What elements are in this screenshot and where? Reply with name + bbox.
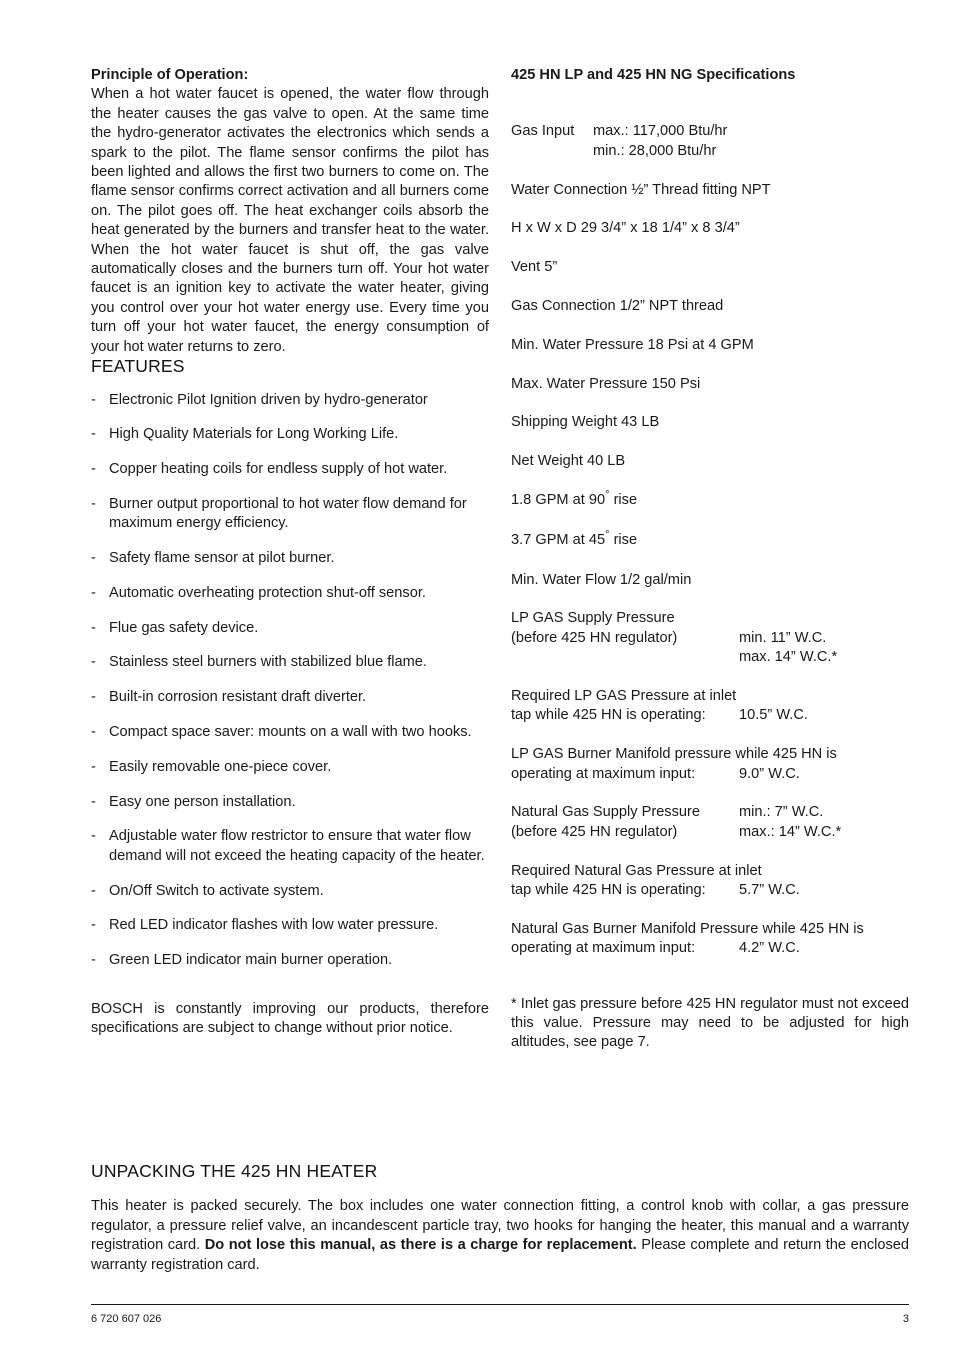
- bullet-dash: -: [91, 584, 96, 601]
- gas-input-max: max.: 117,000 Btu/hr: [593, 123, 728, 140]
- gas-input-label: Gas Input: [511, 123, 575, 140]
- specs-notice: BOSCH is constantly improving our products, therefore specifications are subject to change without prior notice.: [91, 1000, 489, 1037]
- spec-ng-supply-pressure: Natural Gas Supply Pressure min.: 7” W.C. (before 425 HN regulator) max.: 14” W.C.*: [511, 804, 842, 840]
- bullet-dash: -: [91, 654, 96, 671]
- unpacking-warning: Do not lose this manual, as there is a charge for replacement.: [204, 1237, 637, 1254]
- principle-body: When a hot water faucet is opened, the water flow through the heater causes the gas valve to open. At the same time the hydro-generator activates the electronics which sends a spark to the pilot. The flame sensor confirms the pilot has been lighted and allows the first two burners to come on. The flame sensor confirms correct activation and all burners come on. The pilot goes off. The heat exchanger coils absorb the heat generated by the burners and transfer heat to the water. When the hot water faucet is shut off, the gas valve automatically closes and the burners turn off. Your hot water faucet is an ignition key to activate the water heater, giving you control over your hot water energy use. Every time you turn off your hot water faucet, the energy consumption of your hot water returns to zero.: [91, 86, 489, 355]
- spec-shipping-weight: Shipping Weight 43 LB: [511, 414, 660, 431]
- principle-title: Principle of Operation:: [91, 67, 249, 83]
- spec-footnote: * Inlet gas pressure before 425 HN regulator must not exceed this value. Pressure may need to be adjusted for high altitudes, see page 7.: [511, 995, 909, 1051]
- bullet-dash: -: [91, 882, 96, 899]
- bullet-dash: -: [91, 461, 96, 478]
- spec-max-water-pressure: Max. Water Pressure 150 Psi: [511, 375, 701, 392]
- bullet-dash: -: [91, 724, 96, 741]
- spec-vent: Vent 5”: [511, 259, 558, 276]
- feature-item: - Flue gas safety device.: [91, 619, 489, 638]
- unpacking-section: [91, 1162, 909, 1275]
- spec-lp-manifold-pressure: LP GAS Burner Manifold pressure while 425 HN is operating at maximum input: 9.0” W.C.: [511, 746, 837, 782]
- unpacking-heading: UNPACKING THE 425 HN HEATER: [91, 1161, 378, 1181]
- feature-item: - High Quality Materials for Long Working Life.: [91, 425, 489, 444]
- spec-water-connection: Water Connection ½” Thread fitting NPT: [511, 181, 771, 198]
- spec-gas-input: [511, 122, 909, 161]
- degree-symbol: °: [605, 528, 610, 541]
- feature-item: - On/Off Switch to activate system.: [91, 882, 489, 901]
- feature-item: - Green LED indicator main burner operation.: [91, 951, 489, 970]
- spec-ng-inlet-pressure: Required Natural Gas Pressure at inlet tap while 425 HN is operating: 5.7” W.C.: [511, 862, 800, 898]
- feature-item: - Easy one person installation.: [91, 793, 489, 812]
- fraction-half: ½: [631, 181, 644, 198]
- bullet-dash: -: [91, 758, 96, 775]
- spec-lp-inlet-pressure: Required LP GAS Pressure at inlet tap while 425 HN is operating: 10.5” W.C.: [511, 687, 808, 724]
- specs-title: 425 HN LP and 425 HN NG Specifications: [511, 67, 796, 83]
- bullet-dash: -: [91, 952, 96, 969]
- bullet-dash: -: [91, 391, 96, 408]
- features-heading: FEATURES: [91, 356, 185, 377]
- bullet-dash: -: [91, 550, 96, 567]
- feature-item: - Burner output proportional to hot water flow demand for maximum energy efficiency.: [91, 495, 467, 532]
- gas-input-min: min.: 28,000 Btu/hr: [593, 142, 717, 159]
- unpacking-body: This heater is packed securely. The box includes one water connection fitting, a control knob with collar, a gas pressure regulator, a pressure relief valve, an incandescent particle tray, two hooks for hanging the heater, this manual and a warranty registration card. Do not lose this manual, as there is a charge for replacement. Please complete and return the enclosed warranty registration card.: [91, 1198, 910, 1273]
- features-list: [91, 391, 489, 971]
- feature-item: - Easily removable one-piece cover.: [91, 758, 489, 777]
- degree-symbol: °: [605, 488, 610, 501]
- spec-gpm-90: 1.8 GPM at 90° rise: [511, 488, 638, 508]
- feature-item: - Copper heating coils for endless supply of hot water.: [91, 460, 489, 479]
- spec-ng-manifold-pressure: Natural Gas Burner Manifold Pressure while 425 HN is operating at maximum input: 4.2” W.C.: [511, 920, 864, 957]
- spec-min-water-pressure: Min. Water Pressure 18 Psi at 4 GPM: [511, 336, 754, 353]
- feature-item: - Built-in corrosion resistant draft diverter.: [91, 688, 489, 707]
- bullet-dash: -: [91, 793, 96, 810]
- spec-dimensions: H x W x D 29 3/4” x 18 1/4” x 8 3/4”: [511, 220, 740, 237]
- spec-net-weight: Net Weight 40 LB: [511, 453, 626, 470]
- footer-divider: [91, 1304, 909, 1305]
- bullet-dash: -: [91, 689, 96, 706]
- spec-gas-connection: Gas Connection 1/2” NPT thread: [511, 298, 724, 314]
- spec-min-water-flow: Min. Water Flow 1/2 gal/min: [511, 571, 692, 588]
- bullet-dash: -: [91, 426, 96, 443]
- left-column: [91, 66, 489, 1038]
- document-number: 6 720 607 026: [91, 1313, 162, 1325]
- spec-lp-supply-pressure: LP GAS Supply Pressure (before 425 HN regulator) min. 11” W.C. max. 14” W.C.*: [511, 610, 838, 666]
- feature-item: - Electronic Pilot Ignition driven by hydro-generator: [91, 391, 489, 410]
- feature-item: - Adjustable water flow restrictor to ensure that water flow demand will not exceed the heating capacity of the heater.: [91, 828, 485, 864]
- bullet-dash: -: [91, 828, 96, 845]
- feature-item: - Compact space saver: mounts on a wall with two hooks.: [91, 723, 489, 742]
- spec-gpm-45: 3.7 GPM at 45° rise: [511, 528, 638, 548]
- feature-item: - Stainless steel burners with stabilized blue flame.: [91, 653, 489, 672]
- page-number: 3: [902, 1313, 909, 1325]
- feature-item: - Automatic overheating protection shut-off sensor.: [91, 584, 489, 603]
- feature-item: - Red LED indicator flashes with low water pressure.: [91, 916, 489, 935]
- right-column: [511, 66, 909, 1053]
- bullet-dash: -: [91, 495, 96, 512]
- bullet-dash: -: [91, 917, 96, 934]
- bullet-dash: -: [91, 619, 96, 636]
- feature-item: - Safety flame sensor at pilot burner.: [91, 549, 489, 568]
